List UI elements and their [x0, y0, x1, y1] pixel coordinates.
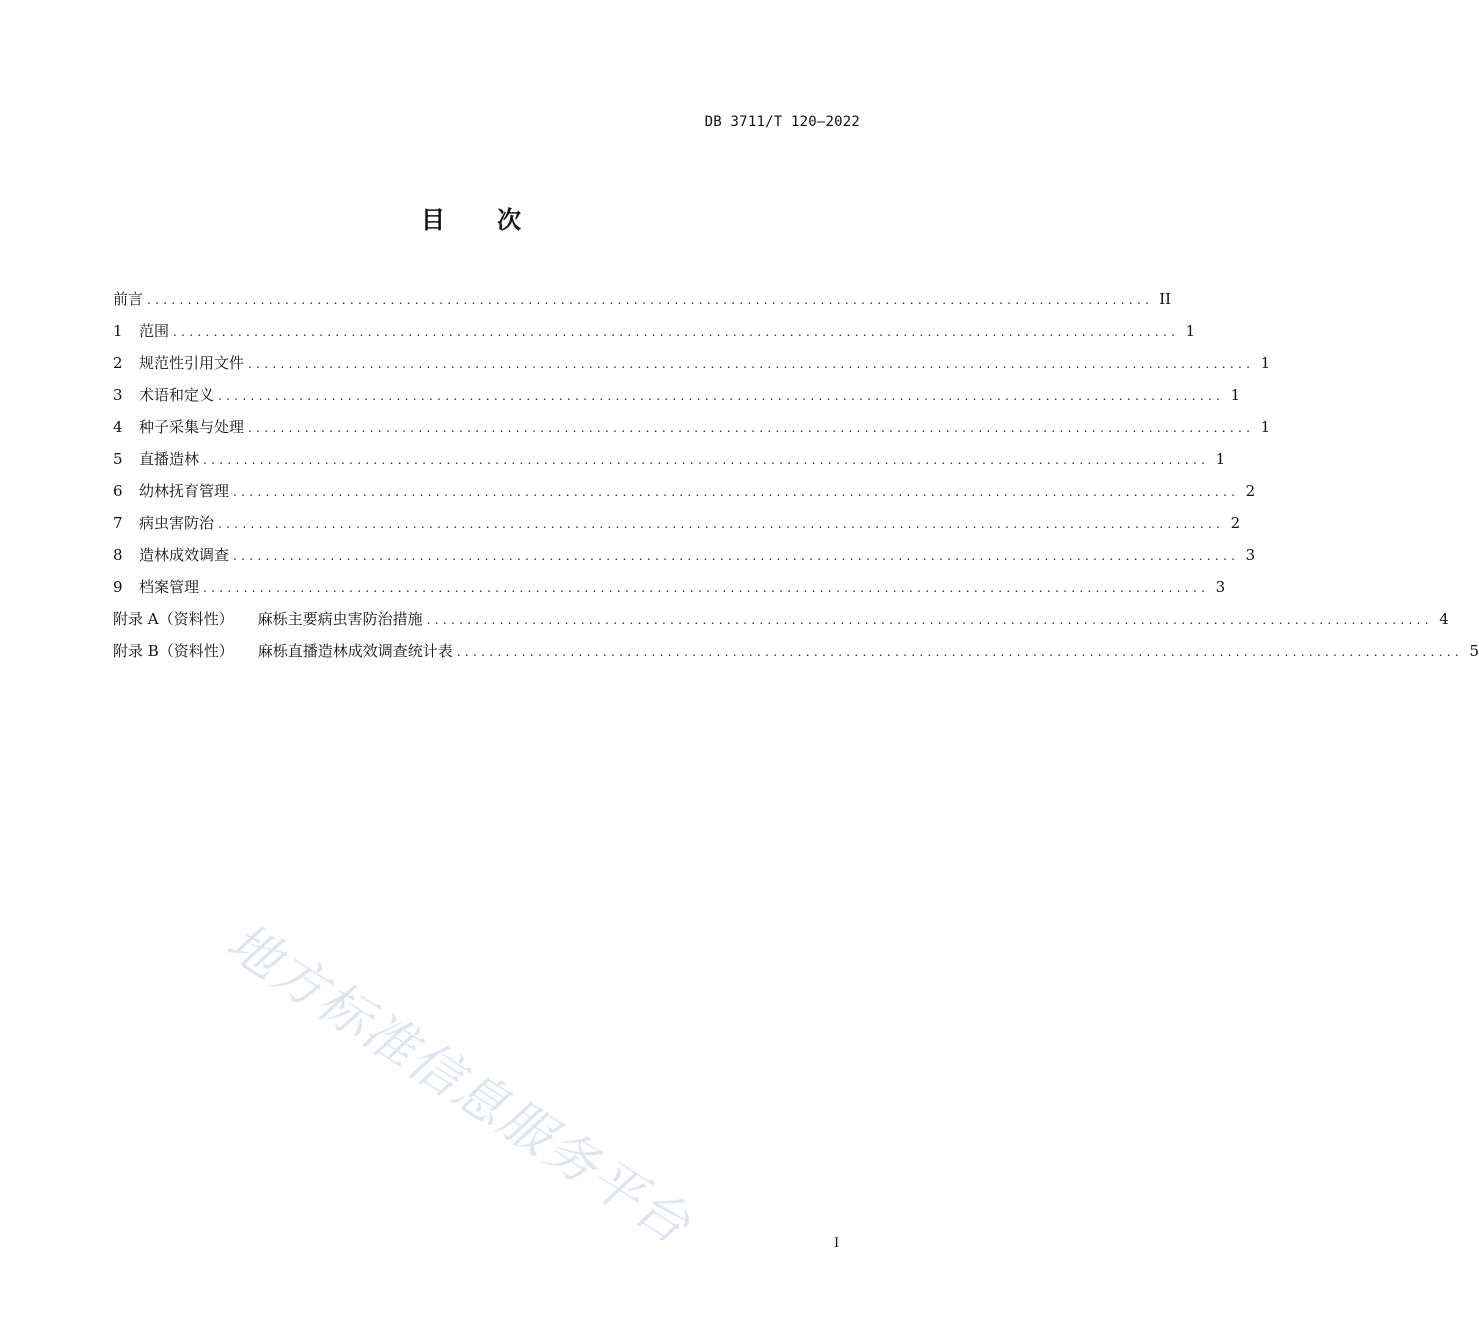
toc-entry-label: 幼林抚育管理 [139, 482, 230, 500]
toc-page-number: 1 [1230, 386, 1241, 404]
toc-leader-dots: ............................................................................................................................ [248, 421, 1255, 435]
document-code: DB 3711/T 120—2022 [704, 114, 860, 130]
toc-entry-label: 麻栎主要病虫害防治措施 [257, 610, 423, 628]
toc-entry-9[interactable] [113, 574, 1226, 606]
toc-entry-label: 直播造林 [139, 450, 200, 468]
toc-entry-number: 4 [113, 418, 123, 436]
toc-entry-3[interactable] [113, 382, 1241, 414]
toc-entry-number: 7 [113, 514, 123, 532]
toc-page-number: 3 [1245, 546, 1256, 564]
toc-entry-number: 5 [113, 450, 123, 468]
toc-page-number: 1 [1260, 354, 1271, 372]
toc-page-number: 3 [1215, 578, 1226, 596]
toc-page-number: 1 [1185, 322, 1196, 340]
table-of-contents [113, 286, 1479, 670]
toc-entry-1[interactable] [113, 318, 1196, 350]
toc-leader-dots: ............................................................................................................................ [147, 293, 1154, 307]
page-title: 目次 [421, 206, 573, 234]
toc-entry-appendix-a[interactable] [113, 606, 1449, 638]
toc-page-number: 5 [1469, 642, 1479, 660]
toc-entry-number: 1 [113, 322, 123, 340]
toc-entry-label: 种子采集与处理 [139, 418, 245, 436]
toc-entry-6[interactable] [113, 478, 1256, 510]
toc-entry-appendix-b[interactable] [113, 638, 1479, 670]
toc-leader-dots: ............................................................................................................................ [456, 645, 1464, 659]
toc-leader-dots: ............................................................................................................................ [233, 549, 1240, 563]
toc-leader-dots: ............................................................................................................................ [218, 517, 1225, 531]
toc-page-number: 2 [1230, 514, 1241, 532]
toc-page-number: 1 [1260, 418, 1271, 436]
toc-entry-label: 规范性引用文件 [139, 354, 245, 372]
toc-entry-label: 病虫害防治 [139, 514, 215, 532]
toc-leader-dots: ............................................................................................................................ [173, 325, 1180, 339]
toc-entry-label: 范围 [139, 322, 170, 340]
toc-leader-dots: ............................................................................................................................ [203, 581, 1210, 595]
watermark: 地方标准信息服务平台 [215, 911, 702, 1257]
toc-appendix-prefix: 附录 A（资料性） [113, 610, 234, 628]
toc-entry-2[interactable] [113, 350, 1271, 382]
toc-leader-dots: ............................................................................................................................ [233, 485, 1240, 499]
toc-page-number: 4 [1439, 610, 1449, 628]
toc-entry-number: 6 [113, 482, 123, 500]
toc-page-number: II [1159, 290, 1172, 308]
toc-entry-5[interactable] [113, 446, 1226, 478]
toc-leader-dots: ............................................................................................................................ [218, 389, 1225, 403]
toc-entry-label: 麻栎直播造林成效调查统计表 [257, 642, 453, 660]
toc-entry-7[interactable] [113, 510, 1241, 542]
toc-entry-number: 8 [113, 546, 123, 564]
toc-entry-number: 9 [113, 578, 123, 596]
toc-entry-label: 术语和定义 [139, 386, 215, 404]
toc-leader-dots: ............................................................................................................................ [426, 613, 1433, 627]
page-number: I [834, 1236, 840, 1251]
toc-page-number: 2 [1245, 482, 1256, 500]
toc-entry-number: 3 [113, 386, 123, 404]
toc-entry-label: 档案管理 [139, 578, 200, 596]
toc-leader-dots: ............................................................................................................................ [248, 357, 1255, 371]
toc-entry-number: 2 [113, 354, 123, 372]
toc-entry-foreword[interactable] [113, 286, 1172, 318]
toc-leader-dots: ............................................................................................................................ [203, 453, 1210, 467]
toc-entry-label: 造林成效调查 [139, 546, 230, 564]
toc-page-number: 1 [1215, 450, 1226, 468]
toc-appendix-prefix: 附录 B（资料性） [113, 642, 234, 660]
toc-entry-8[interactable] [113, 542, 1256, 574]
toc-entry-label: 前言 [113, 290, 144, 308]
toc-entry-4[interactable] [113, 414, 1271, 446]
